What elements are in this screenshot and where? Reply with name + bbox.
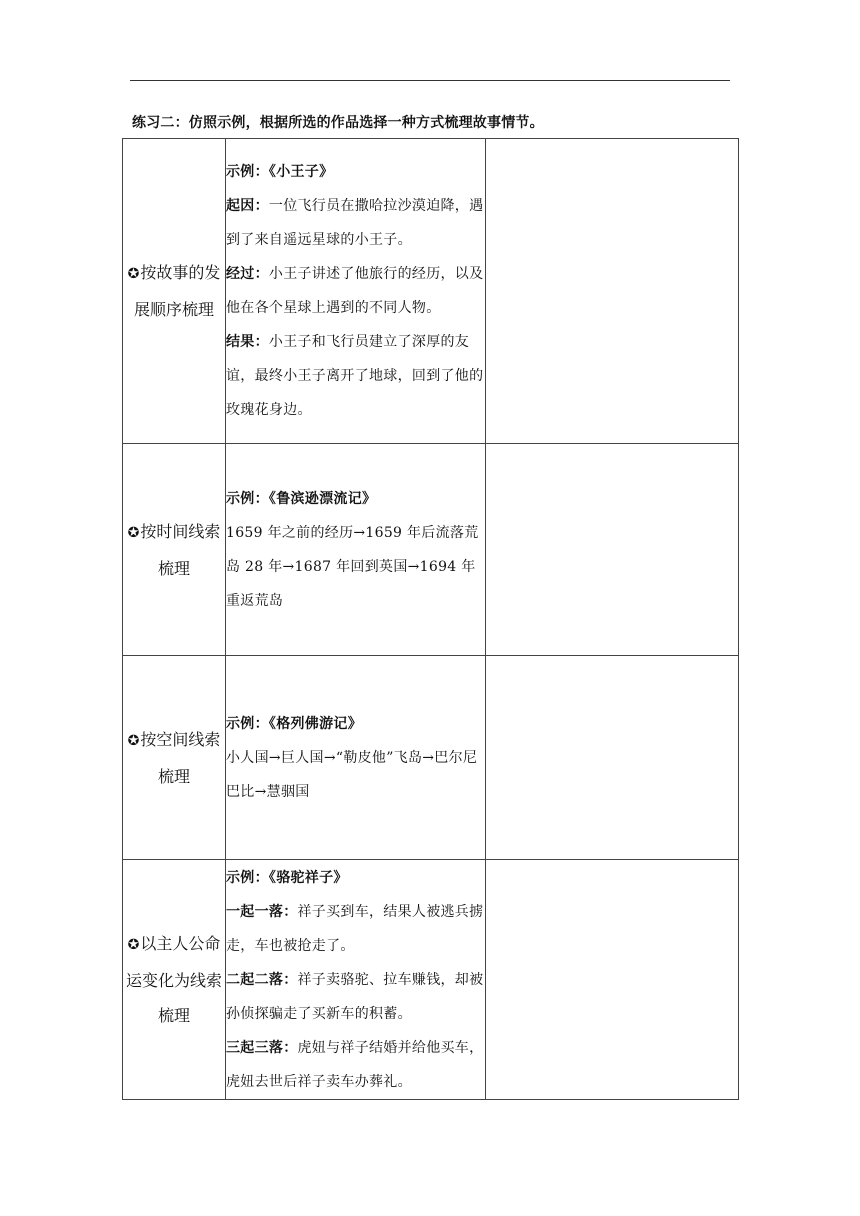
segment <box>226 257 485 325</box>
segment <box>226 189 485 257</box>
example-text: 1659 年之前的经历→1659 年后流落荒岛 28 年→1687 年回到英国→1694 年重返荒岛 <box>226 524 479 609</box>
segment <box>226 963 485 1031</box>
method-cell <box>123 860 226 1100</box>
segment <box>226 325 485 427</box>
plot-outline-table <box>122 138 739 1100</box>
segment-label: 一起一落： <box>226 903 298 920</box>
example-title: 示例：《格列佛游记》 <box>226 715 362 732</box>
table-row <box>123 656 739 860</box>
segment-label: 结果： <box>226 334 269 350</box>
segment-text: 祥子买到车，结果人被逃兵掳走，车也被抢走了。 <box>226 903 484 954</box>
example-cell <box>226 860 486 1100</box>
table-row <box>123 139 739 444</box>
answer-cell[interactable] <box>486 444 739 656</box>
table-row <box>123 860 739 1100</box>
segment-label: 经过： <box>226 266 269 282</box>
segment <box>226 1031 485 1099</box>
method-label: 按故事的发展顺序梳理 <box>133 263 221 319</box>
bullet-icon: ✪ <box>127 732 140 749</box>
exercise-instruction: 练习二：仿照示例，根据所选的作品选择一种方式梳理故事情节。 <box>132 115 544 131</box>
method-label: 按时间线索梳理 <box>140 521 221 578</box>
example-text: 小人国→巨人国→“勒皮他”飞岛→巴尔尼巴比→慧骃国 <box>226 749 478 800</box>
example-title: 示例：《骆驼祥子》 <box>226 869 348 886</box>
segment-text: 祥子卖骆驼、拉车赚钱，却被孙侦探骗走了买新车的积蓄。 <box>226 971 484 1022</box>
example-title: 示例：《鲁滨逊漂流记》 <box>226 490 377 507</box>
answer-cell[interactable] <box>486 139 739 444</box>
segment-text: 小王子讲述了他旅行的经历，以及他在各个星球上遇到的不同人物。 <box>226 266 484 316</box>
example-title: 示例：《小王子》 <box>226 164 334 180</box>
example-cell <box>226 139 486 444</box>
header-rule <box>130 80 730 81</box>
method-cell <box>123 139 226 444</box>
segment-text: 虎妞与祥子结婚并给他买车，虎妞去世后祥子卖车办葬礼。 <box>226 1039 484 1090</box>
segment-text: 一位飞行员在撒哈拉沙漠迫降，遇到了来自遥远星球的小王子。 <box>226 198 484 248</box>
example-cell <box>226 444 486 656</box>
method-cell <box>123 444 226 656</box>
answer-cell[interactable] <box>486 656 739 860</box>
table-row <box>123 444 739 656</box>
segment-label: 起因： <box>226 198 269 214</box>
method-label: 按空间线索梳理 <box>140 729 221 786</box>
segment-text: 小王子和飞行员建立了深厚的友谊，最终小王子离开了地球，回到了他的玫瑰花身边。 <box>226 334 484 418</box>
segment-label: 二起二落： <box>226 971 298 988</box>
method-cell <box>123 656 226 860</box>
segment-label: 三起三落： <box>226 1039 298 1056</box>
bullet-icon: ✪ <box>127 524 140 541</box>
bullet-icon: ✪ <box>127 937 140 953</box>
answer-cell[interactable] <box>486 860 739 1100</box>
segment <box>226 895 485 963</box>
example-cell <box>226 656 486 860</box>
bullet-icon: ✪ <box>127 266 140 282</box>
method-label: 以主人公命运变化为线索梳理 <box>125 934 222 1025</box>
